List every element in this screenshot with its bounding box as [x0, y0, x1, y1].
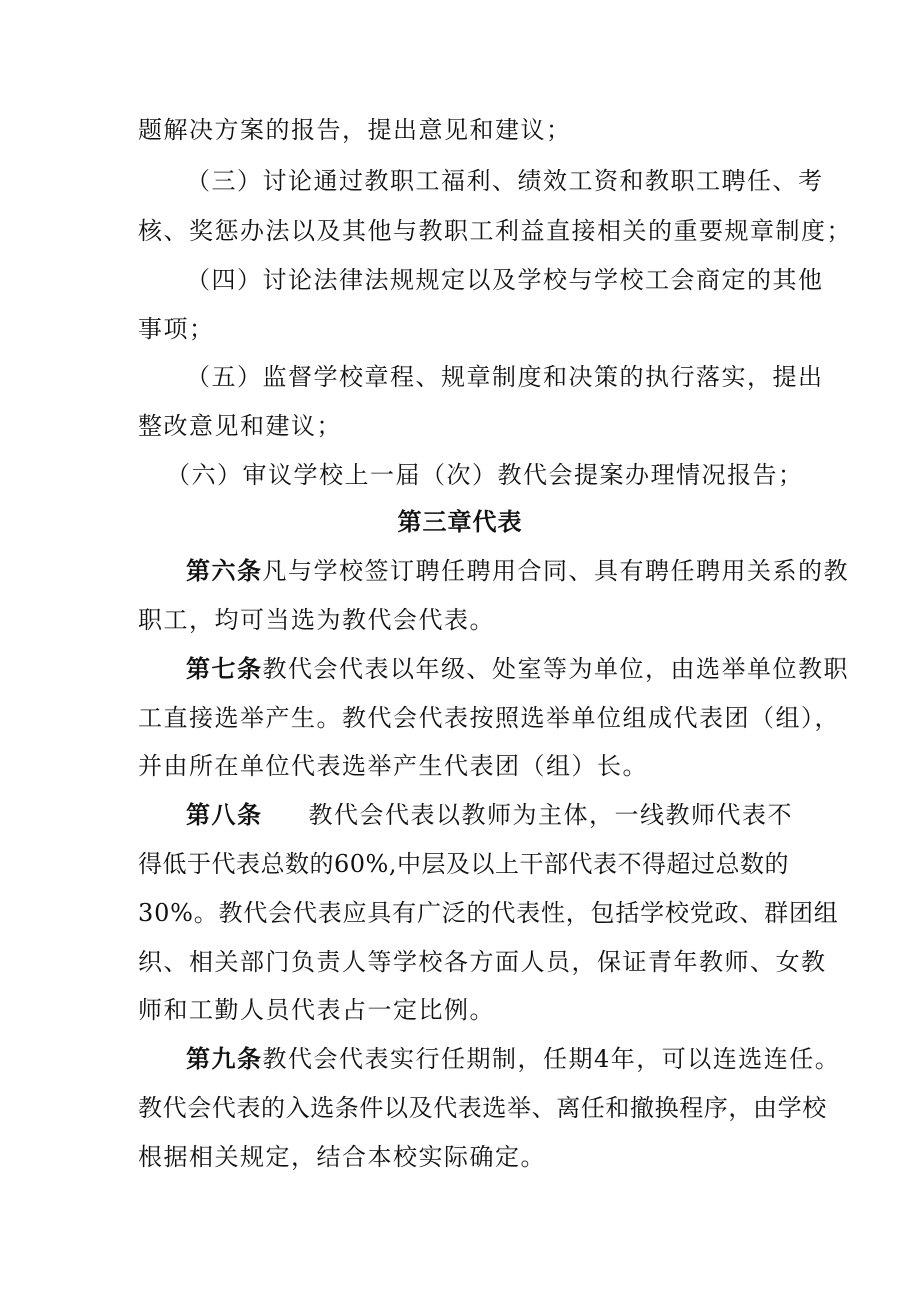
article-8-line — [186, 799, 793, 831]
text-line: 30%。教代会代表应具有广泛的代表性，包括学校党政、群团组 — [138, 899, 839, 927]
text-line: 工直接选举产生。教代会代表按照选举单位组成代表团（组）， — [138, 704, 840, 732]
article-label: 第八条 — [186, 800, 263, 829]
article-9-line — [186, 1043, 840, 1075]
article-text: 教代会代表以教师为主体，一线教师代表不 — [308, 801, 793, 829]
text-line: （六）审议学校上一届（次）教代会提案办理情况报告； — [166, 461, 804, 489]
text-line: 根据相关规定，结合本校实际确定。 — [138, 1143, 546, 1171]
text-line: （三）讨论通过教职工福利、绩效工资和教职工聘任、考 — [186, 167, 824, 195]
article-label: 第七条 — [186, 654, 263, 683]
article-7-line — [186, 653, 849, 685]
text-line: 题解决方案的报告，提出意见和建议； — [138, 116, 572, 144]
text-line: 事项； — [138, 315, 215, 343]
text-line: 并由所在单位代表选举产生代表团（组）长。 — [138, 752, 648, 780]
text-line: （五）监督学校章程、规章制度和决策的执行落实，提出 — [186, 363, 824, 391]
article-text: 教代会代表实行任期制，任期4年，可以连选连任。 — [262, 1045, 841, 1073]
text-line: 师和工勤人员代表占一定比例。 — [138, 996, 495, 1024]
text-line: 核、奖惩办法以及其他与教职工利益直接相关的重要规章制度； — [138, 217, 852, 245]
text-line: （四）讨论法律法规规定以及学校与学校工会商定的其他 — [186, 266, 824, 294]
text-line: 教代会代表的入选条件以及代表选举、离任和撤换程序，由学校 — [138, 1094, 827, 1122]
text-line: 织、相关部门负责人等学校各方面人员，保证青年教师、女教 — [138, 948, 827, 976]
text-line: 得低于代表总数的60%,中层及以上干部代表不得超过总数的 — [138, 850, 789, 878]
article-label: 第六条 — [186, 556, 263, 585]
article-label: 第九条 — [186, 1044, 263, 1073]
article-6-line — [186, 555, 849, 587]
text-line: 职工，均可当选为教代会代表。 — [138, 606, 495, 634]
article-text: 凡与学校签订聘任聘用合同、具有聘任聘用关系的教 — [262, 557, 849, 585]
article-text: 教代会代表以年级、处室等为单位，由选举单位教职 — [262, 655, 849, 683]
text-line: 整改意见和建议； — [138, 412, 342, 440]
chapter-title: 第三章代表 — [397, 507, 523, 536]
